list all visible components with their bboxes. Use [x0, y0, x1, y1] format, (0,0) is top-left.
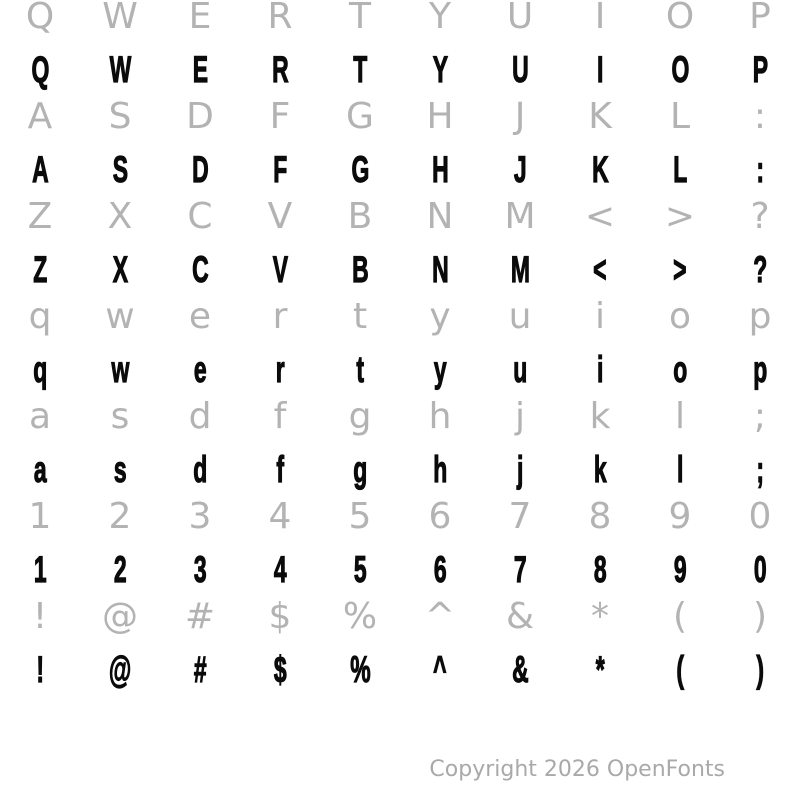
- preview-glyph: (: [676, 649, 684, 690]
- preview-glyph: ;: [756, 449, 764, 490]
- reference-glyph: d: [188, 396, 212, 437]
- charmap-cell: [640, 592, 720, 692]
- reference-glyph: 9: [668, 496, 692, 537]
- preview-glyph: Z: [32, 249, 48, 290]
- charmap-cell: [480, 592, 560, 692]
- preview-glyph: &: [511, 649, 529, 690]
- preview-glyph: %: [349, 649, 371, 690]
- reference-glyph: $: [268, 596, 292, 637]
- reference-glyph: 5: [348, 496, 372, 537]
- reference-glyph: I: [594, 0, 606, 37]
- reference-glyph: D: [186, 96, 214, 137]
- charmap-row: [0, 592, 800, 692]
- charmap-cell: [240, 292, 320, 392]
- reference-glyph: V: [267, 196, 293, 237]
- preview-glyph: w: [111, 349, 129, 390]
- charmap-cell: [240, 592, 320, 692]
- reference-glyph: ?: [750, 196, 770, 237]
- reference-glyph: g: [348, 396, 372, 437]
- charmap-cell: [720, 492, 800, 592]
- charmap-cell: [720, 592, 800, 692]
- charmap-cell: [640, 92, 720, 192]
- preview-glyph: ^: [433, 649, 447, 690]
- preview-glyph: W: [109, 49, 131, 90]
- charmap-cell: [240, 392, 320, 492]
- preview-glyph: 1: [33, 549, 47, 590]
- preview-glyph: 4: [273, 549, 287, 590]
- preview-glyph: Y: [432, 49, 448, 90]
- reference-glyph: @: [102, 596, 138, 637]
- reference-glyph: Y: [429, 0, 451, 37]
- charmap-cell: [0, 92, 80, 192]
- charmap-cell: [160, 0, 240, 92]
- reference-glyph: ;: [753, 396, 767, 437]
- charmap-cell: [560, 192, 640, 292]
- preview-glyph: *: [595, 649, 605, 690]
- charmap-cell: [560, 292, 640, 392]
- preview-glyph: E: [192, 49, 208, 90]
- preview-glyph: K: [591, 149, 609, 190]
- preview-glyph: D: [191, 149, 209, 190]
- preview-glyph: 7: [513, 549, 527, 590]
- charmap-cell: [160, 92, 240, 192]
- charmap-cell: [400, 0, 480, 92]
- charmap-cell: [480, 92, 560, 192]
- charmap-cell: [160, 192, 240, 292]
- reference-glyph: r: [272, 296, 288, 337]
- reference-glyph: G: [346, 96, 374, 137]
- preview-glyph: N: [431, 249, 449, 290]
- reference-glyph: U: [506, 0, 534, 37]
- charmap-cell: [720, 192, 800, 292]
- reference-glyph: h: [428, 396, 452, 437]
- preview-glyph: V: [272, 249, 288, 290]
- preview-glyph: $: [273, 649, 287, 690]
- preview-glyph: a: [33, 449, 47, 490]
- preview-glyph: <: [593, 249, 607, 290]
- charmap-cell: [640, 292, 720, 392]
- preview-glyph: T: [352, 49, 368, 90]
- reference-glyph: s: [110, 396, 130, 437]
- preview-glyph: 2: [113, 549, 127, 590]
- charmap-cell: [320, 492, 400, 592]
- charmap-cell: [640, 492, 720, 592]
- charmap-cell: [480, 492, 560, 592]
- charmap-cell: [80, 192, 160, 292]
- reference-glyph: f: [273, 396, 287, 437]
- reference-glyph: !: [32, 596, 48, 637]
- preview-glyph: k: [593, 449, 607, 490]
- charmap-cell: [560, 0, 640, 92]
- charmap-row: [0, 292, 800, 392]
- charmap-cell: [400, 392, 480, 492]
- charmap-cell: [640, 392, 720, 492]
- charmap-cell: [80, 392, 160, 492]
- reference-glyph: t: [352, 296, 368, 337]
- charmap-cell: [480, 0, 560, 92]
- preview-glyph: t: [356, 349, 364, 390]
- preview-glyph: e: [193, 349, 207, 390]
- charmap-cell: [720, 92, 800, 192]
- charmap-cell: [0, 392, 80, 492]
- preview-glyph: u: [512, 349, 528, 390]
- charmap-cell: [0, 292, 80, 392]
- reference-glyph: M: [504, 196, 536, 237]
- reference-glyph: X: [107, 196, 133, 237]
- preview-glyph: U: [511, 49, 529, 90]
- reference-glyph: q: [28, 296, 52, 337]
- reference-glyph: 0: [748, 496, 772, 537]
- reference-glyph: A: [27, 96, 53, 137]
- reference-glyph: o: [668, 296, 692, 337]
- charmap-cell: [240, 492, 320, 592]
- charmap-cell: [160, 492, 240, 592]
- reference-glyph: (: [672, 596, 688, 637]
- reference-glyph: y: [429, 296, 451, 337]
- charmap-cell: [240, 192, 320, 292]
- reference-glyph: <: [584, 196, 616, 237]
- preview-glyph: ): [756, 649, 764, 690]
- charmap-cell: [480, 392, 560, 492]
- charmap-cell: [80, 492, 160, 592]
- preview-glyph: j: [516, 449, 524, 490]
- preview-glyph: X: [112, 249, 128, 290]
- reference-glyph: F: [269, 96, 291, 137]
- preview-glyph: !: [36, 649, 44, 690]
- reference-glyph: :: [753, 96, 767, 137]
- preview-glyph: 3: [193, 549, 207, 590]
- reference-glyph: #: [184, 596, 216, 637]
- reference-glyph: j: [514, 396, 525, 437]
- reference-glyph: w: [105, 296, 135, 337]
- reference-glyph: T: [349, 0, 371, 37]
- preview-glyph: H: [431, 149, 449, 190]
- preview-glyph: M: [510, 249, 530, 290]
- preview-glyph: B: [351, 249, 369, 290]
- preview-glyph: 6: [433, 549, 447, 590]
- charmap-cell: [320, 292, 400, 392]
- charmap-cell: [560, 92, 640, 192]
- charmap-cell: [720, 292, 800, 392]
- reference-glyph: 6: [428, 496, 452, 537]
- charmap-cell: [0, 492, 80, 592]
- preview-glyph: 9: [673, 549, 687, 590]
- charmap-cell: [160, 292, 240, 392]
- preview-glyph: #: [193, 649, 207, 690]
- preview-glyph: C: [191, 249, 209, 290]
- reference-glyph: i: [594, 296, 605, 337]
- preview-glyph: R: [271, 49, 289, 90]
- reference-glyph: W: [102, 0, 138, 37]
- charmap-cell: [640, 0, 720, 92]
- charmap-cell: [720, 392, 800, 492]
- reference-glyph: ): [752, 596, 768, 637]
- preview-glyph: :: [756, 149, 764, 190]
- charmap-cell: [320, 192, 400, 292]
- preview-glyph: h: [432, 449, 448, 490]
- preview-glyph: A: [31, 149, 49, 190]
- reference-glyph: L: [669, 96, 691, 137]
- reference-glyph: ^: [424, 596, 456, 637]
- preview-glyph: L: [672, 149, 688, 190]
- charmap-cell: [0, 592, 80, 692]
- preview-glyph: 5: [353, 549, 367, 590]
- charmap-cell: [0, 0, 80, 92]
- reference-glyph: J: [514, 96, 526, 137]
- charmap-cell: [320, 0, 400, 92]
- reference-glyph: 8: [588, 496, 612, 537]
- charmap-row: [0, 192, 800, 292]
- charmap-cell: [80, 292, 160, 392]
- preview-glyph: 8: [593, 549, 607, 590]
- charmap-cell: [560, 592, 640, 692]
- charmap-cell: [160, 392, 240, 492]
- preview-glyph: J: [513, 149, 527, 190]
- preview-glyph: l: [676, 449, 684, 490]
- charmap-cell: [560, 392, 640, 492]
- preview-glyph: s: [113, 449, 127, 490]
- preview-glyph: f: [276, 449, 284, 490]
- preview-glyph: @: [108, 649, 132, 690]
- preview-glyph: >: [673, 249, 687, 290]
- reference-glyph: &: [505, 596, 535, 637]
- charmap-cell: [560, 492, 640, 592]
- reference-glyph: a: [28, 396, 52, 437]
- preview-glyph: G: [351, 149, 369, 190]
- charmap-cell: [480, 192, 560, 292]
- preview-glyph: P: [752, 49, 768, 90]
- charmap-cell: [80, 592, 160, 692]
- charmap-cell: [160, 592, 240, 692]
- reference-glyph: 4: [268, 496, 292, 537]
- preview-glyph: Q: [31, 49, 49, 90]
- charmap-cell: [320, 92, 400, 192]
- preview-glyph: g: [352, 449, 368, 490]
- reference-glyph: H: [426, 96, 454, 137]
- reference-glyph: u: [508, 296, 532, 337]
- reference-glyph: O: [665, 0, 695, 37]
- reference-glyph: 1: [28, 496, 52, 537]
- reference-glyph: 2: [108, 496, 132, 537]
- charmap-row: [0, 0, 800, 92]
- preview-glyph: S: [112, 149, 128, 190]
- preview-glyph: ?: [752, 249, 768, 290]
- charmap-cell: [80, 92, 160, 192]
- preview-glyph: d: [192, 449, 208, 490]
- charmap-cell: [240, 0, 320, 92]
- preview-glyph: 0: [753, 549, 767, 590]
- charmap-cell: [400, 292, 480, 392]
- preview-glyph: o: [672, 349, 688, 390]
- reference-glyph: B: [347, 196, 373, 237]
- preview-glyph: y: [433, 349, 447, 390]
- reference-glyph: S: [108, 96, 132, 137]
- reference-glyph: K: [588, 96, 612, 137]
- preview-glyph: O: [671, 49, 689, 90]
- reference-glyph: C: [187, 196, 213, 237]
- charmap-cell: [400, 192, 480, 292]
- reference-glyph: l: [674, 396, 685, 437]
- charmap-row: [0, 392, 800, 492]
- charmap-cell: [400, 592, 480, 692]
- reference-glyph: Z: [27, 196, 53, 237]
- charmap-cell: [0, 192, 80, 292]
- preview-glyph: I: [596, 49, 604, 90]
- reference-glyph: E: [188, 0, 212, 37]
- preview-glyph: i: [596, 349, 604, 390]
- charmap-cell: [240, 92, 320, 192]
- reference-glyph: P: [749, 0, 771, 37]
- charmap-cell: [720, 0, 800, 92]
- copyright-text: Copyright 2026 OpenFonts: [429, 757, 725, 782]
- reference-glyph: N: [426, 196, 454, 237]
- reference-glyph: R: [267, 0, 293, 37]
- charmap-row: [0, 492, 800, 592]
- reference-glyph: Q: [25, 0, 55, 37]
- reference-glyph: *: [591, 596, 609, 637]
- reference-glyph: 3: [188, 496, 212, 537]
- preview-glyph: q: [32, 349, 48, 390]
- reference-glyph: p: [748, 296, 772, 337]
- charmap-cell: [640, 192, 720, 292]
- charmap-cell: [400, 92, 480, 192]
- preview-glyph: p: [752, 349, 768, 390]
- reference-glyph: >: [664, 196, 696, 237]
- preview-glyph: r: [275, 349, 285, 390]
- reference-glyph: k: [589, 396, 611, 437]
- charmap-cell: [320, 392, 400, 492]
- charmap-cell: [480, 292, 560, 392]
- reference-glyph: %: [342, 596, 378, 637]
- charmap-row: [0, 92, 800, 192]
- charmap-cell: [320, 592, 400, 692]
- reference-glyph: e: [188, 296, 212, 337]
- reference-glyph: 7: [508, 496, 532, 537]
- charmap-cell: [80, 0, 160, 92]
- preview-glyph: F: [272, 149, 288, 190]
- charmap-cell: [400, 492, 480, 592]
